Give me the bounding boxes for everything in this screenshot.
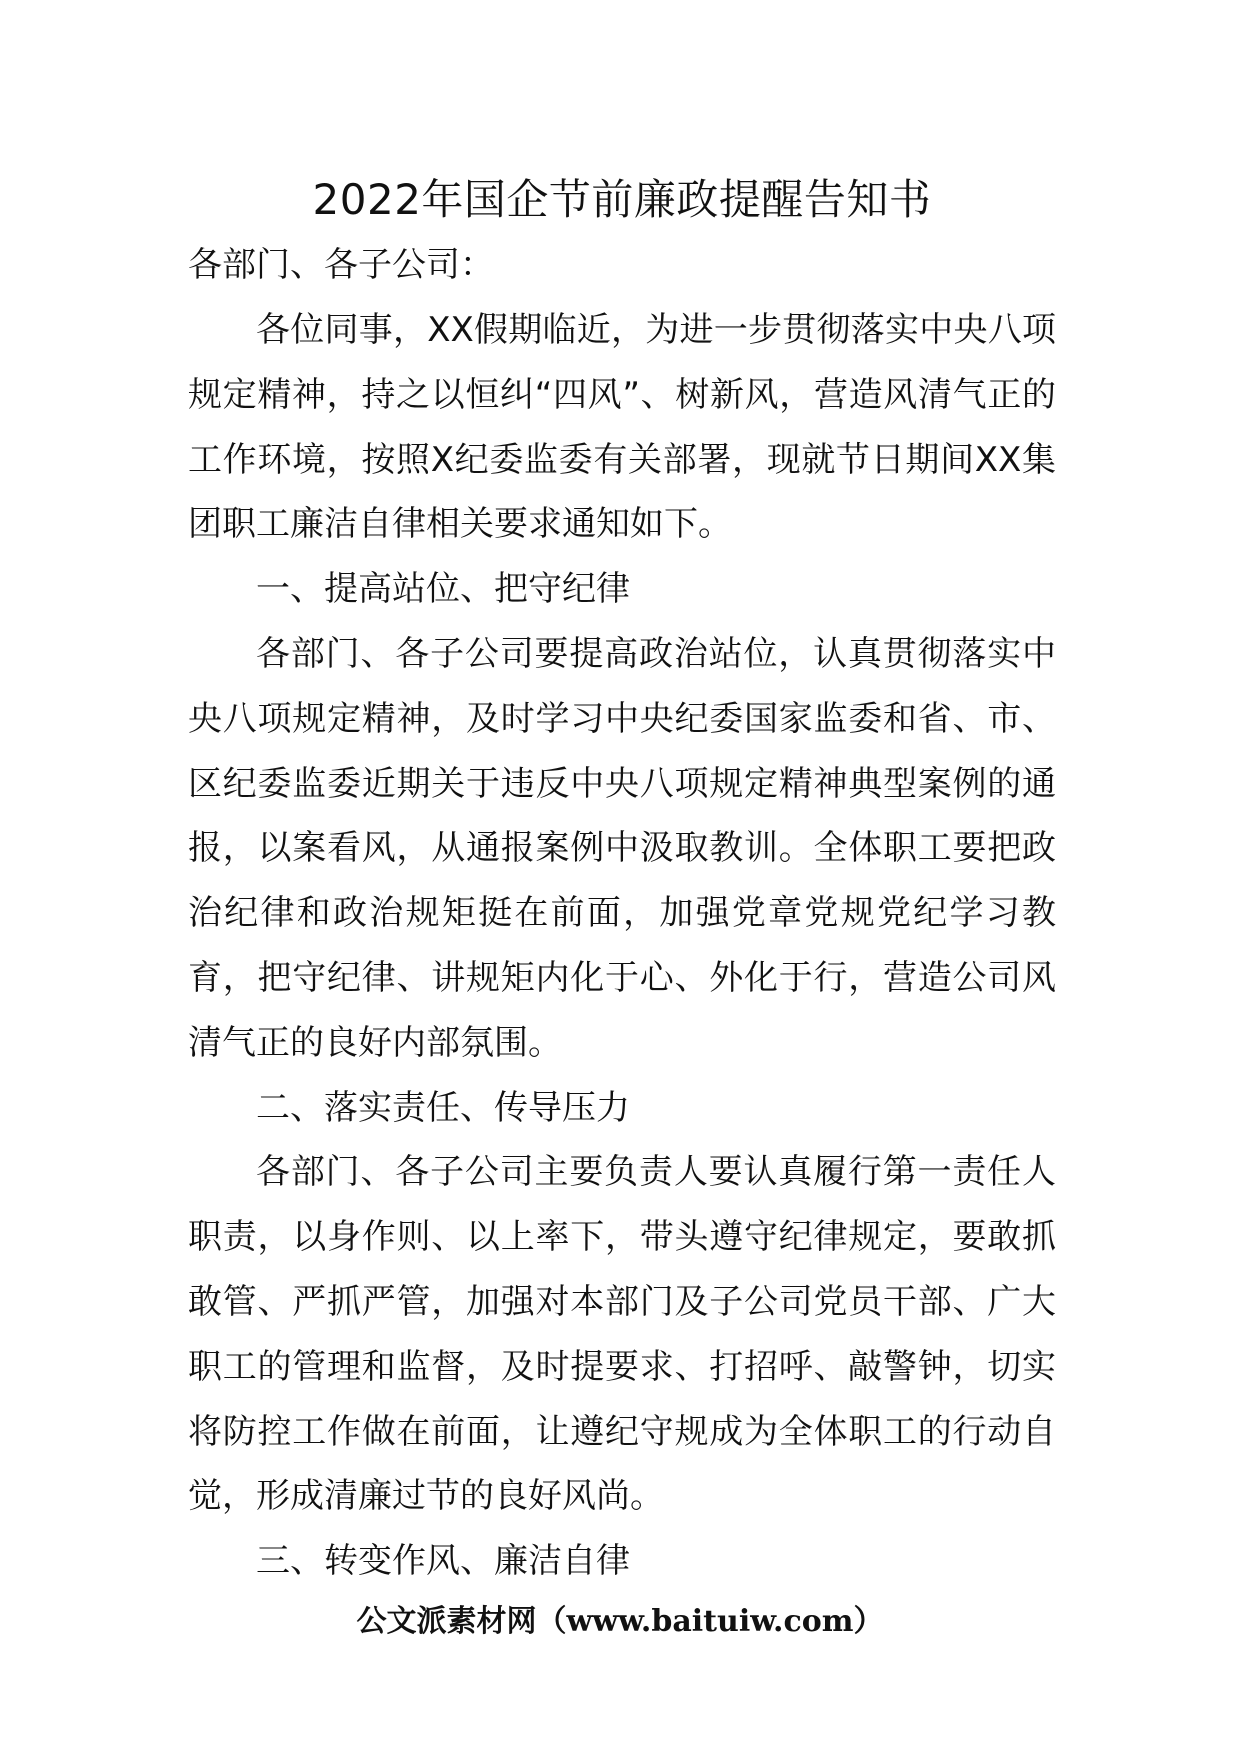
section-heading-3: 三、转变作风、廉洁自律 [256, 1541, 630, 1582]
section-heading-2: 二、落实责任、传导压力 [256, 1087, 630, 1128]
document-body [188, 168, 1056, 1594]
section-body-2: 各部门、各子公司主要负责人要认真履行第一责任人职责，以身作则、以上率下，带头遵守纪律规定，要敢抓敢管、严抓严管，加强对本部门及子公司党员干部、广大职工的管理和监督，及时提要求、打招呼、敲警钟，切实将防控工作做在前面，让遵纪守规成为全体职工的行动自觉，形成清廉过节的良好风尚。 [188, 1152, 1056, 1517]
footer-watermark: 公文派素材网（www.baituiw.com） [356, 1604, 884, 1639]
intro-paragraph: 各位同事，XX假期临近，为进一步贯彻落实中央八项规定精神，持之以恒纠“四风”、树新风，营造风清气正的工作环境，按照X纪委监委有关部署，现就节日期间XX集团职工廉洁自律相关要求通知如下。 [188, 310, 1056, 545]
salutation: 各部门、各子公司： [188, 245, 494, 285]
document-title: 2022年国企节前廉政提醒告知书 [312, 175, 932, 224]
section-heading-1: 一、提高站位、把守纪律 [256, 569, 630, 610]
section-body-1: 各部门、各子公司要提高政治站位，认真贯彻落实中央八项规定精神，及时学习中央纪委国家监委和省、市、区纪委监委近期关于违反中央八项规定精神典型案例的通报，以案看风，从通报案例中汲取教训。全体职工要把政治纪律和政治规矩挺在前面，加强党章党规党纪学习教育，把守纪律、讲规矩内化于心、外化于行，营造公司风清气正的良好内部氛围。 [188, 633, 1056, 1063]
